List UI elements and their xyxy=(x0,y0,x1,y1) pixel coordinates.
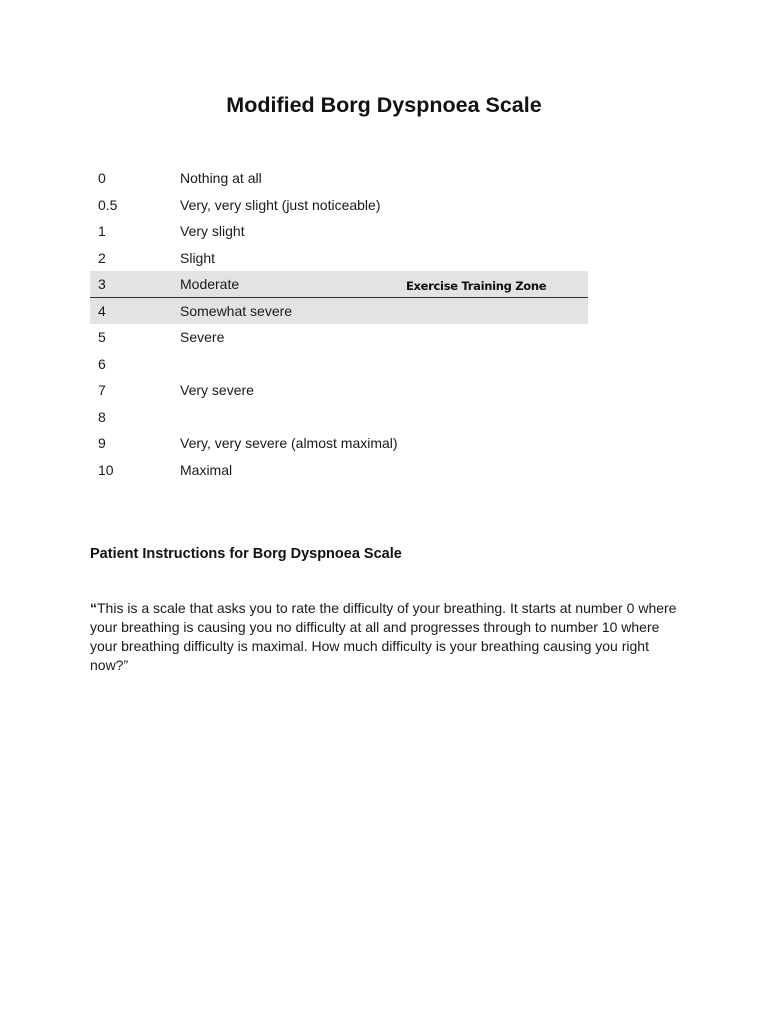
scale-row-2 xyxy=(90,245,588,272)
scale-description: Nothing at all xyxy=(180,170,262,186)
scale-row-5 xyxy=(90,324,588,351)
scale-row-1 xyxy=(90,218,588,245)
scale-description: Moderate xyxy=(180,276,240,292)
scale-description: Maximal xyxy=(180,461,233,478)
scale-row-7 xyxy=(90,377,588,404)
scale-description: Very, very slight (just noticeable) xyxy=(180,196,381,213)
scale-description: Very severe xyxy=(180,382,254,398)
scale-value: 8 xyxy=(98,408,106,425)
scale-row-10 xyxy=(90,457,588,484)
scale-row-8 xyxy=(90,404,588,431)
instructions-paragraph xyxy=(90,599,680,675)
exercise-training-zone-label: Exercise Training Zone xyxy=(406,279,547,293)
scale-row-3 xyxy=(90,271,588,298)
borg-scale-table xyxy=(90,165,588,483)
scale-value: 4 xyxy=(98,302,106,319)
scale-value: 2 xyxy=(98,249,106,266)
scale-value: 10 xyxy=(98,461,114,478)
scale-description: Severe xyxy=(180,329,225,345)
document-title: Modified Borg Dyspnoea Scale xyxy=(226,93,542,117)
scale-value: 0.5 xyxy=(98,196,118,213)
scale-value: 0 xyxy=(98,170,106,186)
opening-quote-mark: “ xyxy=(90,600,97,616)
scale-row-0-5 xyxy=(90,192,588,219)
scale-value: 9 xyxy=(98,435,106,451)
scale-row-0 xyxy=(90,165,588,192)
scale-row-4 xyxy=(90,298,588,325)
scale-description: Very, very severe (almost maximal) xyxy=(180,435,398,451)
scale-value: 3 xyxy=(98,276,106,292)
scale-value: 7 xyxy=(98,382,106,398)
scale-row-6 xyxy=(90,351,588,378)
scale-value: 1 xyxy=(98,223,106,239)
scale-description: Very slight xyxy=(180,223,245,239)
instructions-text: This is a scale that asks you to rate the difficulty of your breathing. It starts at number 0 where your breathing is causing you no difficulty at all and progresses through to number 10 where your breathing difficulty is maximal. How much difficulty is your breathing causing you right now?” xyxy=(90,600,677,673)
scale-value: 6 xyxy=(98,355,106,372)
scale-description: Somewhat severe xyxy=(180,302,293,319)
scale-description: Slight xyxy=(180,249,216,266)
instructions-heading: Patient Instructions for Borg Dyspnoea Scale xyxy=(90,546,402,562)
scale-row-9 xyxy=(90,430,588,457)
scale-value: 5 xyxy=(98,329,106,345)
